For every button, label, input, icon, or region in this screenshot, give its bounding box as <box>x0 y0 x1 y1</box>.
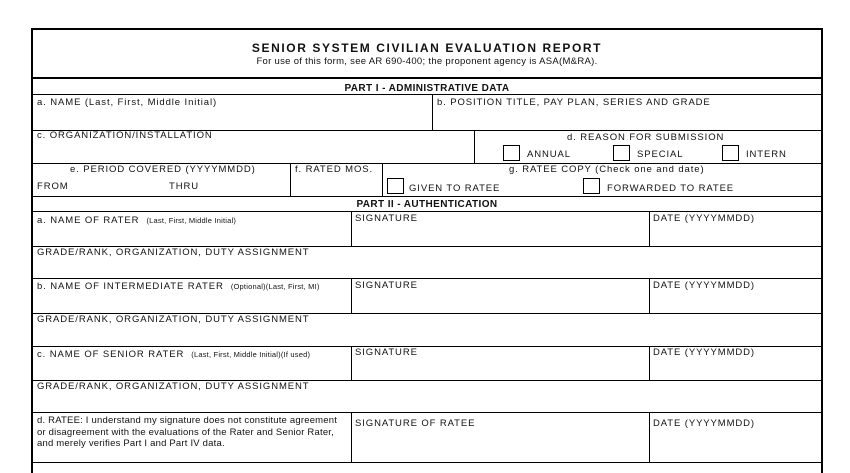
divider <box>33 94 821 95</box>
senior-date-label: DATE (YYYYMMDD) <box>653 347 755 358</box>
divider <box>33 77 821 79</box>
divider <box>351 412 352 462</box>
intermediate-rater-hint: (Optional)(Last, First, MI) <box>230 282 320 291</box>
position-label: b. POSITION TITLE, PAY PLAN, SERIES AND GRADE <box>437 97 711 108</box>
period-covered-label: e. PERIOD COVERED (YYYYMMDD) <box>70 164 256 175</box>
divider <box>474 130 475 163</box>
reason-label: d. REASON FOR SUBMISSION <box>567 132 725 143</box>
divider <box>382 163 383 196</box>
organization-label: c. ORGANIZATION/INSTALLATION <box>37 130 213 141</box>
rater-signature-label: SIGNATURE <box>355 213 418 224</box>
divider <box>649 278 650 313</box>
ratee-signature-label: SIGNATURE OF RATEE <box>355 418 476 429</box>
thru-label: THRU <box>169 181 199 192</box>
divider <box>33 196 821 197</box>
forwarded-to-ratee-checkbox[interactable] <box>583 178 600 194</box>
senior-signature-label: SIGNATURE <box>355 347 418 358</box>
intern-checkbox[interactable] <box>722 145 739 161</box>
forwarded-to-ratee-label: FORWARDED TO RATEE <box>607 183 735 194</box>
intermediate-date-label: DATE (YYYYMMDD) <box>653 280 755 291</box>
divider <box>432 94 433 130</box>
annual-label: ANNUAL <box>527 149 571 160</box>
divider <box>33 278 821 279</box>
divider <box>33 412 821 413</box>
rated-mos-label: f. RATED MOS. <box>295 164 374 175</box>
given-to-ratee-checkbox[interactable] <box>387 178 404 194</box>
intermediate-grade-label: GRADE/RANK, ORGANIZATION, DUTY ASSIGNMENT <box>37 314 310 325</box>
part2-heading: PART II - AUTHENTICATION <box>356 199 498 210</box>
ratee-statement: d. RATEE: I understand my signature does not constitute agreement or disagreement with the evaluations of the Rater and Senior Rater, and merely verifies Part I and Part IV data. <box>37 415 338 449</box>
senior-rater-hint: (Last, First, Middle Initial)(If used) <box>191 350 311 359</box>
name-label: a. NAME (Last, First, Middle Initial) <box>37 97 218 108</box>
given-to-ratee-label: GIVEN TO RATEE <box>409 183 501 194</box>
ratee-date-label: DATE (YYYYMMDD) <box>653 418 755 429</box>
intern-label: INTERN <box>746 149 787 160</box>
senior-grade-label: GRADE/RANK, ORGANIZATION, DUTY ASSIGNMENT <box>37 381 310 392</box>
divider <box>351 278 352 313</box>
name-hint: (Last, First, Middle Initial) <box>84 97 218 108</box>
form-title: SENIOR SYSTEM CIVILIAN EVALUATION REPORT <box>251 41 603 55</box>
annual-checkbox[interactable] <box>503 145 520 161</box>
ratee-copy-label: g. RATEE COPY (Check one and date) <box>509 164 705 175</box>
rater-name-hint: (Last, First, Middle Initial) <box>146 216 237 225</box>
divider <box>649 211 650 246</box>
rater-name-label: a. NAME OF RATER (Last, First, Middle Initial) <box>37 215 237 226</box>
rater-grade-label: GRADE/RANK, ORGANIZATION, DUTY ASSIGNMENT <box>37 247 310 258</box>
form-subtitle: For use of this form, see AR 690-400; the proponent agency is ASA(M&RA). <box>256 56 598 67</box>
divider <box>290 163 291 196</box>
rater-date-label: DATE (YYYYMMDD) <box>653 213 755 224</box>
part1-heading: PART I - ADMINISTRATIVE DATA <box>344 83 510 94</box>
divider <box>649 412 650 462</box>
divider <box>351 346 352 380</box>
special-label: SPECIAL <box>637 149 684 160</box>
divider <box>33 211 821 212</box>
evaluation-form <box>31 28 823 473</box>
intermediate-rater-name-label: b. NAME OF INTERMEDIATE RATER (Optional)(Last, First, MI) <box>37 281 320 292</box>
from-label: FROM <box>37 181 69 192</box>
special-checkbox[interactable] <box>613 145 630 161</box>
divider <box>649 346 650 380</box>
senior-rater-name-label: c. NAME OF SENIOR RATER (Last, First, Middle Initial)(If used) <box>37 349 311 360</box>
divider <box>33 462 821 463</box>
divider <box>351 211 352 246</box>
intermediate-signature-label: SIGNATURE <box>355 280 418 291</box>
